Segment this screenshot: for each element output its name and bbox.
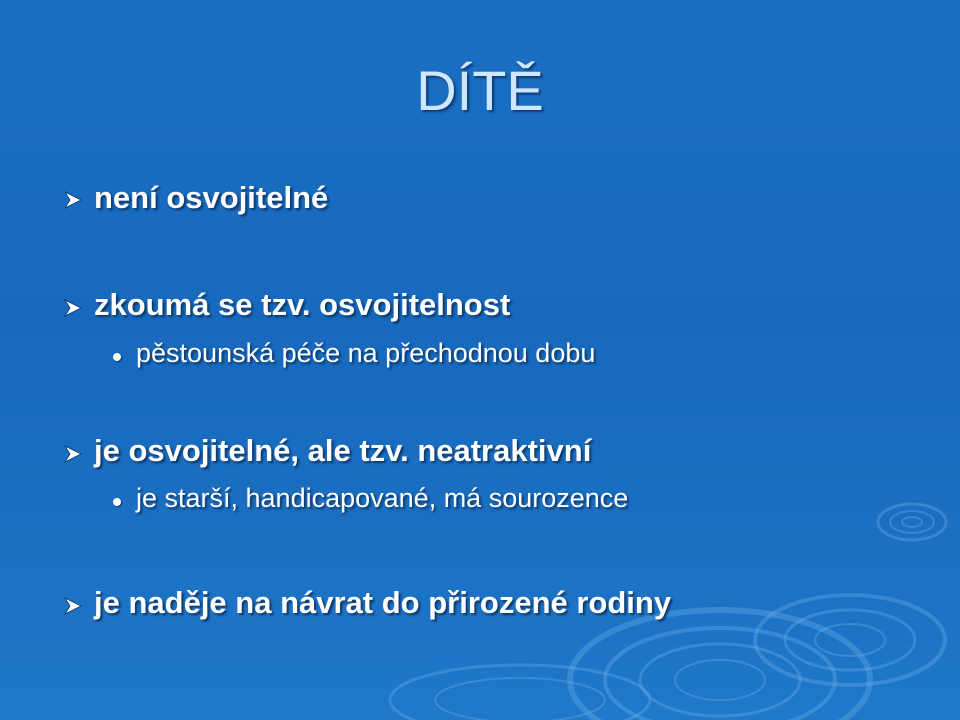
bullet-return-hope: je naděje na návrat do přirozené rodiny [94, 585, 672, 620]
bullet-adoptable-unattractive: je osvojitelné, ale tzv. neatraktivní [94, 433, 592, 468]
subbullet-older-handicapped: je starší, handicapované, má sourozence [136, 483, 629, 513]
bullet-adoptability-examined: zkoumá se tzv. osvojitelnost [94, 287, 511, 322]
arrow-bullet-icon [62, 297, 84, 319]
subbullet-foster-care: pěstounská péče na přechodnou dobu [136, 338, 596, 368]
bullet-not-adoptable: není osvojitelné [94, 180, 329, 215]
arrow-bullet-icon [62, 189, 84, 211]
dot-bullet-icon [113, 353, 121, 361]
arrow-bullet-icon [62, 595, 84, 617]
dot-bullet-icon [113, 498, 121, 506]
arrow-bullet-icon [62, 443, 84, 465]
slide-title: DÍTĚ [416, 59, 544, 122]
